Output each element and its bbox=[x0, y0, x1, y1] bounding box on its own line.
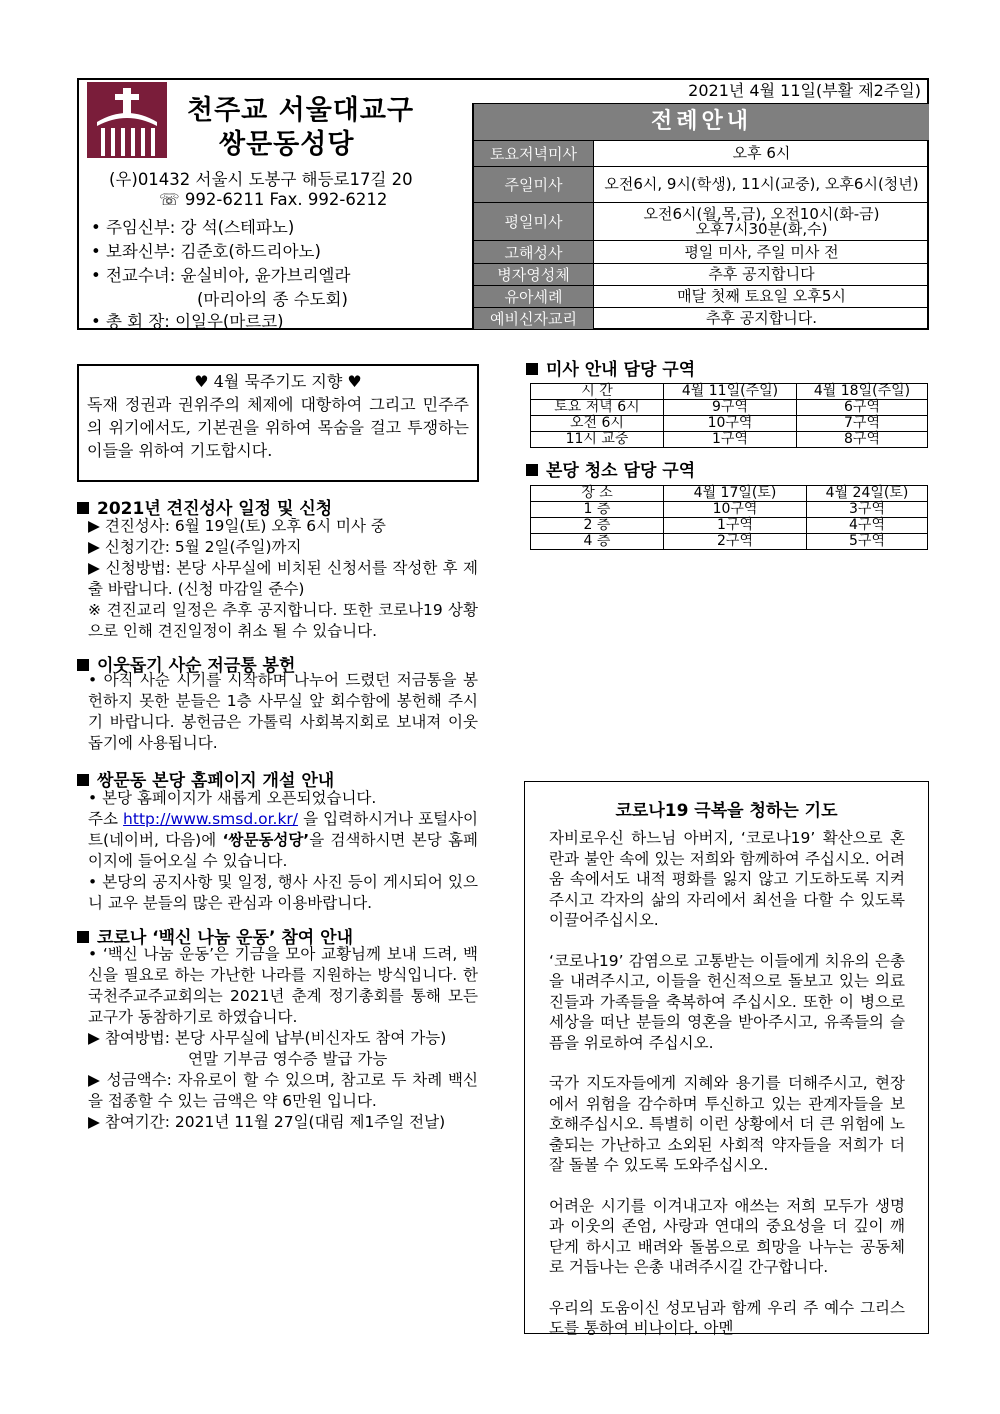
table-cell: 10구역 bbox=[664, 502, 807, 518]
table-header-cell: 4월 24일(토) bbox=[807, 486, 928, 502]
table-header-row bbox=[531, 384, 928, 400]
parish-phone: ☏ 992-6211 Fax. 992-6212 bbox=[159, 190, 388, 209]
staff-sisters-order: (마리아의 종 수도회) bbox=[197, 290, 348, 309]
prayer-paragraph: 우리의 도움이신 성모님과 함께 우리 주 예수 그리스도를 통하여 비나이다. 아멘 bbox=[549, 1298, 905, 1337]
table-cell: 6구역 bbox=[797, 400, 928, 416]
liturgy-label: 토요저녁미사 bbox=[474, 141, 594, 166]
homepage-line: • 본당 홈페이지가 새롭게 오픈되었습니다. bbox=[88, 789, 377, 807]
parish-name-title: 쌍문동성당 bbox=[219, 129, 355, 160]
liturgy-value: 추후 공지합니다 bbox=[708, 265, 815, 283]
liturgy-row bbox=[474, 141, 929, 167]
liturgy-table bbox=[472, 104, 929, 330]
prayer-paragraph: ‘코로나19’ 감염으로 고통받는 이들에게 치유의 은총을 내려주시고, 이들을 헌신적으로 돌보고 있는 의료진들과 가족들을 축복하여 주십시오. 또한 이 병으로 세상을 떠난 분들의 영혼을 받아주시고, 유족들의 슬픔을 위로하여 주십시오. bbox=[549, 951, 905, 1052]
liturgy-label: 평일미사 bbox=[474, 203, 594, 240]
table-cell: 8구역 bbox=[797, 432, 928, 448]
homepage-url-link[interactable]: http://www.smsd.or.kr/ bbox=[123, 810, 299, 828]
liturgy-value: 추후 공지합니다. bbox=[706, 309, 817, 327]
confirmation-line: ▶ 견진성사: 6월 19일(토) 오후 6시 미사 중 bbox=[88, 517, 386, 535]
homepage-line: • 본당의 공지사항 및 일정, 행사 사진 등이 게시되어 있으니 교우 분들의 많은 관심과 이용바랍니다. bbox=[88, 873, 478, 912]
vaccine-method: ▶ 참여방법: 본당 사무실에 납부(비신자도 참여 가능) bbox=[88, 1029, 447, 1047]
covid-prayer-box bbox=[524, 781, 929, 1337]
table-cell: 7구역 bbox=[797, 416, 928, 432]
table-cell: 오전 6시 bbox=[531, 416, 664, 432]
table-header-cell: 4월 18일(주일) bbox=[797, 384, 928, 400]
liturgy-row bbox=[474, 308, 929, 329]
square-bullet-icon bbox=[526, 464, 538, 476]
square-bullet-icon bbox=[77, 931, 89, 943]
vaccine-amount: ▶ 성금액수: 자유로이 할 수 있으며, 참고로 두 차례 백신을 접종할 수 있는 금액은 약 6만원 입니다. bbox=[88, 1071, 478, 1110]
table-cell: 2 층 bbox=[531, 518, 664, 534]
table-cell: 1구역 bbox=[664, 518, 807, 534]
church-logo-icon bbox=[87, 82, 167, 158]
table-cell: 4구역 bbox=[807, 518, 928, 534]
table-header-cell: 4월 11일(주일) bbox=[664, 384, 797, 400]
liturgy-label: 고해성사 bbox=[474, 241, 594, 263]
table-header-cell: 장 소 bbox=[531, 486, 664, 502]
intention-title: ♥ 4월 묵주기도 지향 ♥ bbox=[194, 372, 362, 391]
homepage-section-title: 쌍문동 본당 홈페이지 개설 안내 bbox=[77, 766, 334, 791]
table-cell: 11시 교중 bbox=[531, 432, 664, 448]
lent-box-text: • 아직 사순 시기를 시작하며 나누어 드렸던 저금통을 봉헌하지 못한 분들은 1층 사무실 앞 회수함에 봉헌해 주시기 바랍니다. 봉헌금은 가톨릭 사회복지회로 보내져 이웃돕기에 사용됩니다. bbox=[88, 671, 478, 752]
liturgy-value: 오전6시, 9시(학생), 11시(교중), 오후6시(청년) bbox=[604, 175, 919, 193]
parish-diocese-title: 천주교 서울대교구 bbox=[187, 95, 415, 126]
mass-duty-table bbox=[530, 383, 928, 448]
mass-duty-section-title: 미사 안내 담당 구역 bbox=[526, 355, 695, 380]
vaccine-section-title: 코로나 ‘백신 나눔 운동’ 참여 안내 bbox=[77, 923, 353, 948]
prayer-title: 코로나19 극복을 청하는 기도 bbox=[615, 801, 838, 821]
vaccine-intro: • ‘백신 나눔 운동’은 기금을 모아 교황님께 보내 드려, 백신을 필요로 하는 가난한 나라를 지원하는 방식입니다. 한국천주교주교회의는 2021년 춘계 정기총회를 통해 모든 교구가 동참하기로 하였습니다. bbox=[88, 945, 478, 1026]
table-cell: 9구역 bbox=[664, 400, 797, 416]
liturgy-title: 전례안내 bbox=[474, 104, 929, 141]
liturgy-label: 유아세례 bbox=[474, 286, 594, 307]
homepage-address-line: 주소 http://www.smsd.or.kr/ 을 입력하시거나 포털사이트(네이버, 다음)에 ‘쌍문동성당’을 검색하시면 본당 홈페이지에 들어오실 수 있습니다. bbox=[88, 810, 478, 870]
liturgy-row bbox=[474, 286, 929, 308]
confirmation-line: ▶ 신청기간: 5월 2일(주일)까지 bbox=[88, 538, 302, 556]
prayer-paragraph: 자비로우신 하느님 아버지, ‘코로나19’ 확산으로 혼란과 불안 속에 있는 저희와 함께하여 주십시오. 어려움 속에서도 내적 평화를 잃지 않고 기도하도록 지켜주시고 각자의 삶의 자리에서 최선을 다할 수 있도록 이끌어주십시오. bbox=[549, 829, 905, 929]
cleaning-duty-section-title: 본당 청소 담당 구역 bbox=[526, 456, 695, 481]
table-cell: 1구역 bbox=[664, 432, 797, 448]
parish-logo bbox=[87, 82, 167, 158]
staff-sisters: • 전교수녀: 윤실비아, 윤가브리엘라 bbox=[91, 266, 351, 285]
confirmation-section-title: 2021년 견진성사 일정 및 신청 bbox=[77, 494, 332, 519]
table-row bbox=[531, 534, 928, 550]
bulletin-date: 2021년 4월 11일(부활 제2주일) bbox=[472, 80, 929, 104]
prayer-paragraph: 어려운 시기를 이겨내고자 애쓰는 저희 모두가 생명과 이웃의 존엄, 사랑과 연대의 중요성을 더 깊이 깨닫게 하시고 배려와 돌봄으로 희망을 나누는 공동체로 거듭나는 은총 내려주시길 간구합니다. bbox=[549, 1196, 905, 1276]
table-cell: 1 층 bbox=[531, 502, 664, 518]
liturgy-label: 예비신자교리 bbox=[474, 308, 594, 329]
square-bullet-icon bbox=[77, 502, 89, 514]
cleaning-duty-table bbox=[530, 485, 928, 550]
table-row bbox=[531, 400, 928, 416]
table-header-row bbox=[531, 486, 928, 502]
prayer-paragraph: 국가 지도자들에게 지혜와 용기를 더해주시고, 현장에서 위험을 감수하며 투신하고 있는 관계자들을 보호해주십시오. 특별히 이런 상황에서 더 큰 위험에 노출되는 가난하고 소외된 사회적 약자들을 저희가 더 잘 돌볼 수 있도록 도와주십시오. bbox=[549, 1074, 905, 1174]
confirmation-line: ※ 견진교리 일정은 추후 공지합니다. 또한 코로나19 상황으로 인해 견진일정이 취소 될 수 있습니다. bbox=[88, 601, 478, 640]
liturgy-row bbox=[474, 241, 929, 264]
table-row bbox=[531, 502, 928, 518]
square-bullet-icon bbox=[77, 774, 89, 786]
vaccine-method-note: 연말 기부금 영수증 발급 가능 bbox=[188, 1050, 388, 1068]
table-row bbox=[531, 432, 928, 448]
table-header-cell: 4월 17일(토) bbox=[664, 486, 807, 502]
table-row bbox=[531, 518, 928, 534]
homepage-section-body bbox=[88, 788, 478, 914]
bulletin-header bbox=[77, 78, 929, 330]
confirmation-line: ▶ 신청방법: 본당 사무실에 비치된 신청서를 작성한 후 제출 바랍니다. (신청 마감일 준수) bbox=[88, 559, 478, 598]
table-cell: 토요 저녁 6시 bbox=[531, 400, 664, 416]
table-cell: 4 층 bbox=[531, 534, 664, 550]
liturgy-label: 병자영성체 bbox=[474, 264, 594, 285]
staff-president: • 총 회 장: 이일우(마르코) bbox=[91, 312, 284, 331]
staff-assistant: • 보좌신부: 김준호(하드리아노) bbox=[91, 242, 321, 261]
table-cell: 5구역 bbox=[807, 534, 928, 550]
rosary-intention-box bbox=[77, 364, 479, 482]
table-cell: 3구역 bbox=[807, 502, 928, 518]
intention-text: 독재 정권과 권위주의 체제에 대항하여 그리고 민주주의 위기에서도, 기본권을 위하여 목숨을 걸고 투쟁하는 이들을 위하여 기도합시다. bbox=[87, 395, 469, 460]
table-cell: 10구역 bbox=[664, 416, 797, 432]
liturgy-value: 평일 미사, 주일 미사 전 bbox=[684, 242, 839, 261]
table-cell: 2구역 bbox=[664, 534, 807, 550]
lent-box-section-body bbox=[88, 670, 478, 754]
liturgy-label: 주일미사 bbox=[474, 167, 594, 202]
staff-pastor: • 주임신부: 강 석(스테파노) bbox=[91, 218, 295, 237]
liturgy-row bbox=[474, 167, 929, 203]
table-row bbox=[531, 416, 928, 432]
square-bullet-icon bbox=[526, 363, 538, 375]
liturgy-row bbox=[474, 203, 929, 241]
parish-address: (우)01432 서울시 도봉구 해등로17길 20 bbox=[109, 170, 413, 189]
prayer-body bbox=[549, 828, 905, 1359]
liturgy-value: 오후 6시 bbox=[732, 144, 791, 162]
vaccine-period: ▶ 참여기간: 2021년 11월 27일(대림 제1주일 전날) bbox=[88, 1113, 446, 1131]
vaccine-section-body bbox=[88, 944, 478, 1133]
homepage-keyword: ‘쌍문동성당’ bbox=[222, 831, 310, 849]
confirmation-section-body bbox=[88, 516, 478, 642]
liturgy-value: 오전6시(월,목,금), 오전10시(화-금) 오후7시30분(화,수) bbox=[643, 204, 880, 238]
lent-box-section-title: 이웃돕기 사순 저금통 봉헌 bbox=[77, 651, 295, 676]
liturgy-row bbox=[474, 264, 929, 286]
liturgy-value: 매달 첫째 토요일 오후5시 bbox=[677, 287, 846, 305]
table-header-cell: 시 간 bbox=[531, 384, 664, 400]
